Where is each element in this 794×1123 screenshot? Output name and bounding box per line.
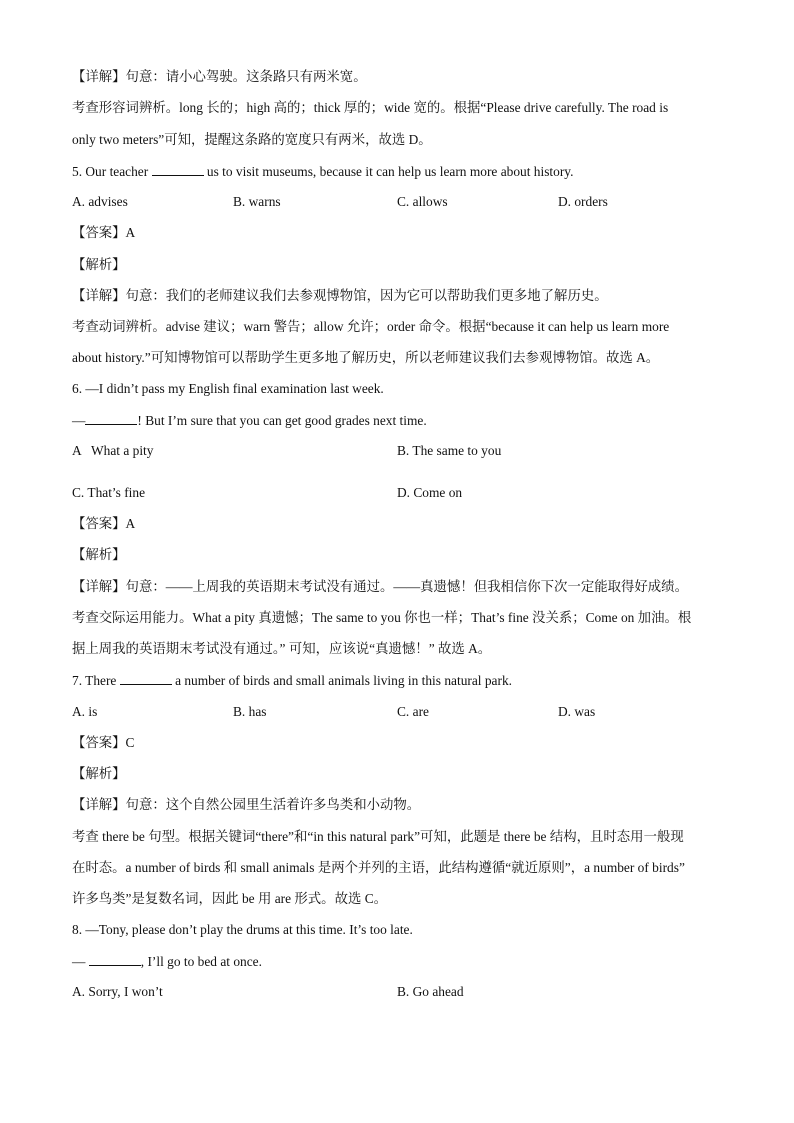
option-c: C. are xyxy=(397,704,429,719)
options-q7 xyxy=(72,703,732,721)
analysis-q6-line2: 据上周我的英语期末考试没有通过。” 可知，应该说“真遗憾！” 故选 A。 xyxy=(72,641,492,656)
options-q6-row1 xyxy=(72,442,732,460)
detail-q7: 【详解】句意：这个自然公园里生活着许多鸟类和小动物。 xyxy=(72,797,421,812)
analysis-q5-line2: about history.”可知博物馆可以帮助学生更多地了解历史，所以老师建议我们去参观博物馆。故选 A。 xyxy=(72,350,660,365)
question-7: 7. There a number of birds and small animals living in this natural park. xyxy=(72,673,512,688)
option-b: B. The same to you xyxy=(397,443,502,458)
answer-q7: 【答案】C xyxy=(72,735,135,750)
option-a: A. Sorry, I won’t xyxy=(72,984,163,999)
detail-q5: 【详解】句意：我们的老师建议我们去参观博物馆，因为它可以帮助我们更多地了解历史。 xyxy=(72,288,608,303)
analysis-heading-q5: 【解析】 xyxy=(72,257,126,272)
analysis-q7-line1: 考查 there be 句型。根据关键词“there”和“in this natural park”可知，此题是 there be 结构，且时态用一般现 xyxy=(72,829,684,844)
options-q8 xyxy=(72,983,732,1001)
answer-blank xyxy=(120,671,172,685)
option-a: A. advises xyxy=(72,194,128,209)
question-5: 5. Our teacher us to visit museums, because it can help us learn more about history. xyxy=(72,164,574,179)
analysis-heading-q6: 【解析】 xyxy=(72,547,126,562)
option-d: D. was xyxy=(558,704,596,719)
answer-blank xyxy=(85,411,137,425)
analysis-q7-line2: 在时态。a number of birds 和 small animals 是两个并列的主语，此结构遵循“就近原则”，a number of birds” xyxy=(72,860,685,875)
option-a: What a pity xyxy=(91,443,154,458)
option-b: B. warns xyxy=(233,194,281,209)
analysis-q5-line1: 考查动词辨析。advise 建议；warn 警告；allow 允许；order 命令。根据“because it can help us learn more xyxy=(72,319,670,334)
analysis-q4-line1: 考查形容词辨析。long 长的；high 高的；thick 厚的；wide 宽的。根据“Please drive carefully. The road is xyxy=(72,100,669,115)
analysis-heading-q7: 【解析】 xyxy=(72,766,126,781)
question-6-line2: — ! But I’m sure that you can get good grades next time. xyxy=(72,413,427,428)
answer-blank xyxy=(152,162,204,176)
answer-q6: 【答案】A xyxy=(72,516,136,531)
options-q5 xyxy=(72,193,732,211)
detail-q4: 【详解】句意：请小心驾驶。这条路只有两米宽。 xyxy=(72,69,367,84)
question-8-line1: 8. —Tony, please don’t play the drums at this time. It’s too late. xyxy=(72,922,413,937)
option-a: A. is xyxy=(72,704,98,719)
detail-q6: 【详解】句意：——上周我的英语期末考试没有通过。——真遗憾！但我相信你下次一定能取得好成绩。 xyxy=(72,579,688,594)
answer-blank xyxy=(89,952,141,966)
option-a-letter: A xyxy=(72,443,82,458)
analysis-q6-line1: 考查交际运用能力。What a pity 真遗憾；The same to you 你也一样；That’s fine 没关系；Come on 加油。根 xyxy=(72,610,692,625)
option-c: C. That’s fine xyxy=(72,485,146,500)
option-b: B. Go ahead xyxy=(397,984,464,999)
option-d: D. orders xyxy=(558,194,608,209)
analysis-q4-line2: only two meters”可知，提醒这条路的宽度只有两米，故选 D。 xyxy=(72,132,432,147)
option-c: C. allows xyxy=(397,194,448,209)
answer-q5: 【答案】A xyxy=(72,225,136,240)
question-6-line1: 6. —I didn’t pass my English final examination last week. xyxy=(72,381,384,396)
options-q6-row2 xyxy=(72,484,732,502)
analysis-q7-line3: 许多鸟类”是复数名词，因此 be 用 are 形式。故选 C。 xyxy=(72,891,388,906)
option-b: B. has xyxy=(233,704,267,719)
option-d: D. Come on xyxy=(397,485,463,500)
question-8-line2: — , I’ll go to bed at once. xyxy=(72,954,262,969)
